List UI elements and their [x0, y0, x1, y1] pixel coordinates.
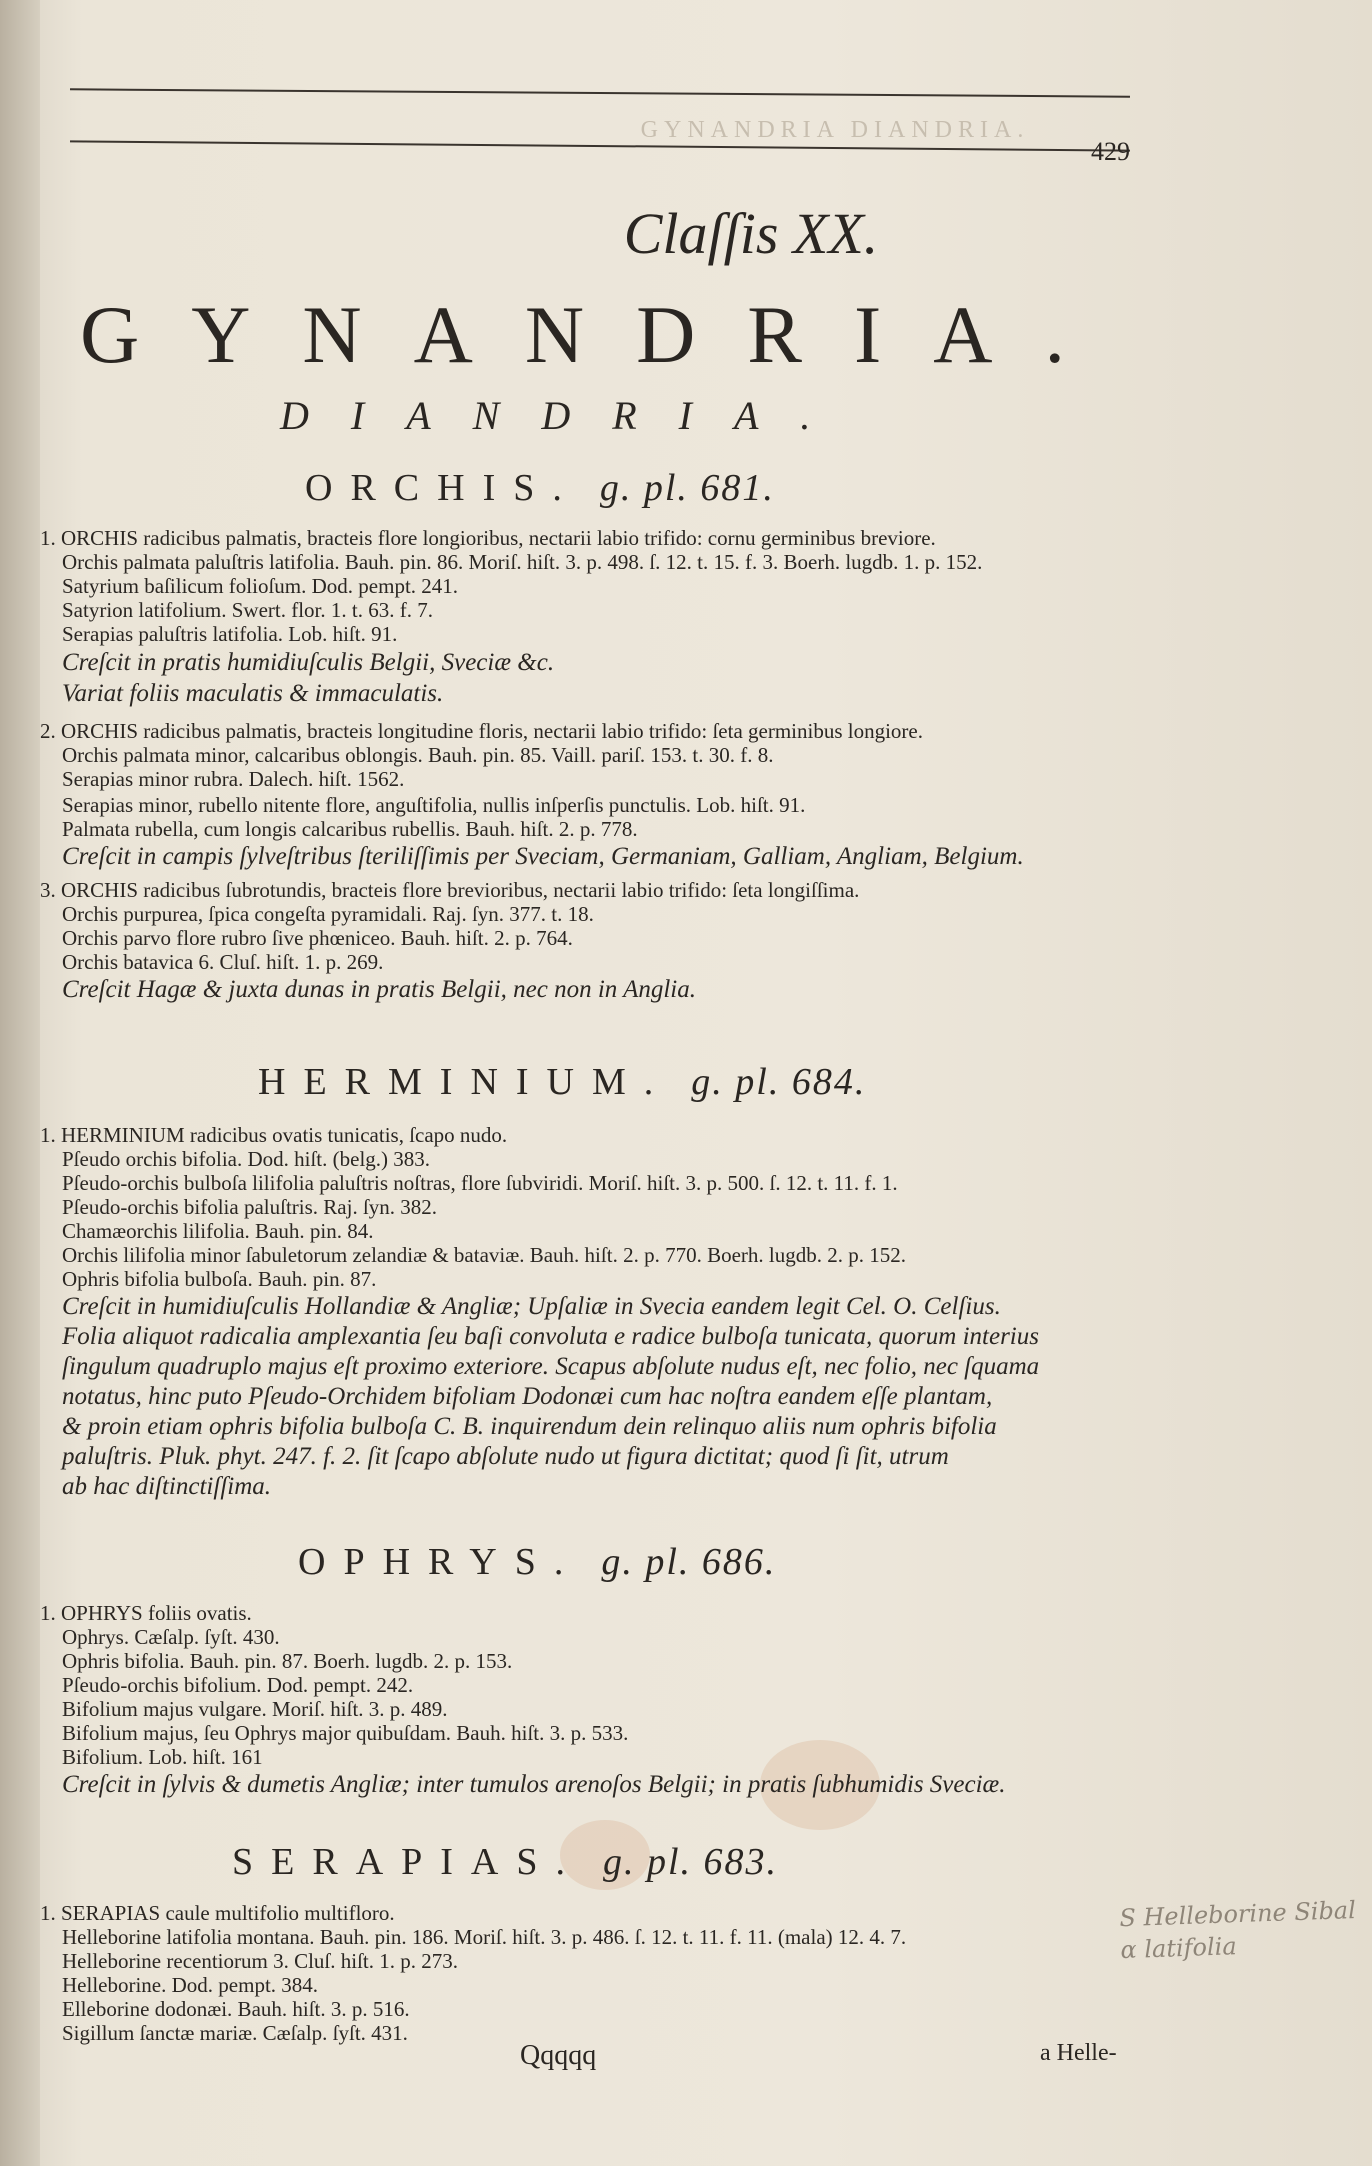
habitat-note: Creſcit in humidiuſculis Hollandiæ & Angliæ; Upſaliæ in Svecia eandem legit Cel. O. Celſius. — [62, 1293, 1001, 1320]
genus-name: ORCHIS. — [305, 467, 580, 509]
synonym-line: Bifolium majus, ſeu Ophrys major quibuſdam. Bauh. hiſt. 3. p. 533. — [62, 1721, 629, 1745]
variation-note: Variat foliis maculatis & immaculatis. — [62, 680, 444, 707]
synonym-line: Orchis lilifolia minor ſabuletorum zelandiæ & bataviæ. Bauh. hiſt. 2. p. 770. Boerh. lugdb. 2. p. 152. — [62, 1243, 906, 1267]
genus-heading-herminium — [258, 1060, 866, 1110]
page-number: 429 — [1091, 137, 1130, 166]
synonym-line: Ophris bifolia. Bauh. pin. 87. Boerh. lugdb. 2. p. 153. — [62, 1649, 513, 1673]
synonym-line: Ophrys. Cæſalp. ſyſt. 430. — [62, 1625, 280, 1649]
synonym-line: Orchis palmata paluſtris latifolia. Bauh. pin. 86. Moriſ. hiſt. 3. p. 498. ſ. 12. t. 15. f. 3. Boerh. lugdb. 1. p. 152. — [62, 550, 983, 574]
description-note: paluſtris. Pluk. phyt. 247. f. 2. ſit ſcapo abſolute nudo ut figura dictitat; quod ſi ſit, utrum — [62, 1443, 949, 1470]
description-note: notatus, hinc puto Pſeudo-Orchidem bifoliam Dodonæi cum hac noſtra eandem eſſe plantam, — [62, 1383, 993, 1410]
synonym-line: Chamæorchis lilifolia. Bauh. pin. 84. — [62, 1219, 374, 1243]
synonym-line: Pſeudo-orchis bifolium. Dod. pempt. 242. — [62, 1673, 414, 1697]
classis-heading: Claſſis XX. — [623, 201, 879, 266]
synonym-line: Sigillum ſanctæ mariæ. Cæſalp. ſyſt. 431. — [62, 2021, 408, 2045]
species-diagnosis: 2. ORCHIS radicibus palmatis, bracteis longitudine floris, nectarii labio trifido: ſeta germinibus longiore. — [40, 719, 923, 743]
genus-name: OPHRYS. — [298, 1541, 582, 1583]
genus-name: HERMINIUM. — [258, 1061, 672, 1103]
synonym-line: Helleborine. Dod. pempt. 384. — [62, 1973, 319, 1997]
genus-reference: g. pl. 684. — [691, 1061, 867, 1103]
herminium-entries — [40, 1122, 1150, 1522]
synonym-line: Orchis palmata minor, calcaribus oblongis. Bauh. pin. 85. Vaill. pariſ. 153. t. 30. f. 8. — [62, 743, 774, 767]
genus-reference: g. pl. 681. — [599, 467, 775, 509]
genus-heading-orchis — [305, 466, 775, 516]
habitat-note: Creſcit in campis ſylveſtribus ſteriliſſimis per Sveciam, Germaniam, Galliam, Angliam, Belgium. — [62, 843, 1024, 870]
habitat-note: Creſcit Hagæ & juxta dunas in pratis Belgii, nec non in Anglia. — [62, 976, 696, 1003]
synonym-line: Serapias minor rubra. Dalech. hiſt. 1562. — [62, 767, 405, 791]
genus-heading-serapias — [232, 1840, 778, 1890]
serapias-entries — [40, 1900, 1150, 2060]
synonym-line: Bifolium. Lob. hiſt. 161 — [62, 1745, 263, 1769]
ophrys-entries — [40, 1600, 1150, 1830]
species-diagnosis: 1. HERMINIUM radicibus ovatis tunicatis, ſcapo nudo. — [40, 1123, 508, 1147]
signature-mark: Qqqqq — [520, 2040, 597, 2071]
species-diagnosis: 1. ORCHIS radicibus palmatis, bracteis flore longioribus, nectarii labio trifido: cornu germinibus breviore. — [40, 526, 936, 550]
genus-name: SERAPIAS. — [232, 1841, 583, 1883]
synonym-line: Pſeudo orchis bifolia. Dod. hiſt. (belg.) 383. — [62, 1147, 431, 1171]
synonym-line: Elleborine dodonæi. Bauh. hiſt. 3. p. 516. — [62, 1997, 410, 2021]
class-title: GYNANDRIA. — [80, 289, 1118, 380]
synonym-line: Serapias minor, rubello nitente flore, anguſtifolia, nullis inſperſis punctulis. Lob. hiſt. 91. — [62, 793, 806, 817]
description-note: & proin etiam ophris bifolia bulboſa C. B. inquirendum dein relinquo aliis num ophris bifolia — [62, 1413, 997, 1440]
synonym-line: Helleborine recentiorum 3. Cluſ. hiſt. 1. p. 273. — [62, 1949, 459, 1973]
synonym-line: Helleborine latifolia montana. Bauh. pin. 186. Moriſ. hiſt. 3. p. 486. ſ. 12. t. 11. f. 11. (mala) 12. 4. 7. — [62, 1925, 907, 1949]
handwritten-margin-annotation: S Helleborine Sibal α latifolia — [1118, 1895, 1357, 1965]
synonym-line: Satyrium baſilicum folioſum. Dod. pempt. 241. — [62, 574, 459, 598]
catchword: a Helle- — [1040, 2040, 1117, 2066]
book-spine-shadow — [0, 0, 40, 2166]
genus-heading-ophrys — [298, 1540, 776, 1590]
synonym-line: Palmata rubella, cum longis calcaribus rubellis. Bauh. hiſt. 2. p. 778. — [62, 817, 638, 841]
synonym-line: Orchis parvo flore rubro ſive phœniceo. Bauh. hiſt. 2. p. 764. — [62, 926, 573, 950]
genus-reference: g. pl. 683. — [603, 1841, 779, 1883]
order-title: DIANDRIA. — [280, 393, 853, 438]
synonym-line: Pſeudo-orchis bulboſa lilifolia paluſtris noſtras, flore ſubviridi. Moriſ. hiſt. 3. p. 500. ſ. 12. t. 11. f. 1. — [62, 1171, 898, 1195]
genus-reference: g. pl. 686. — [601, 1541, 777, 1583]
synonym-line: Satyrion latifolium. Swert. flor. 1. t. 63. f. 7. — [62, 598, 433, 622]
synonym-line: Orchis batavica 6. Cluſ. hiſt. 1. p. 269. — [62, 950, 384, 974]
running-head-bleed: GYNANDRIA DIANDRIA. — [640, 117, 1030, 143]
habitat-note: Creſcit in ſylvis & dumetis Angliæ; inter tumulos arenoſos Belgii; in pratis ſubhumidis Sveciæ. — [62, 1771, 1006, 1798]
description-note: ſingulum quadruplo majus eſt proximo exteriore. Scapus abſolute nudus eſt, nec folio, nec ſquama — [62, 1353, 1040, 1380]
species-diagnosis: 1. OPHRYS foliis ovatis. — [40, 1601, 252, 1625]
top-rule — [70, 88, 1130, 97]
synonym-line: Pſeudo-orchis bifolia paluſtris. Raj. ſyn. 382. — [62, 1195, 438, 1219]
description-note: Folia aliquot radicalia amplexantia ſeu baſi convoluta e radice bulboſa tunicata, quorum interius — [62, 1323, 1039, 1350]
synonym-line: Ophris bifolia bulboſa. Bauh. pin. 87. — [62, 1267, 377, 1291]
habitat-note: Creſcit in pratis humidiuſculis Belgii, Sveciæ &c. — [62, 649, 555, 676]
synonym-line: Serapias paluſtris latifolia. Lob. hiſt. 91. — [62, 622, 398, 646]
synonym-line: Bifolium majus vulgare. Moriſ. hiſt. 3. p. 489. — [62, 1697, 448, 1721]
species-diagnosis: 1. SERAPIAS caule multifolio multifloro. — [40, 1901, 395, 1925]
species-diagnosis: 3. ORCHIS radicibus ſubrotundis, bracteis flore brevioribus, nectarii labio trifido: ſeta longiſſima. — [40, 878, 860, 902]
description-note: ab hac diſtinctiſſima. — [62, 1473, 272, 1500]
synonym-line: Orchis purpurea, ſpica congeſta pyramidali. Raj. ſyn. 377. t. 18. — [62, 902, 594, 926]
